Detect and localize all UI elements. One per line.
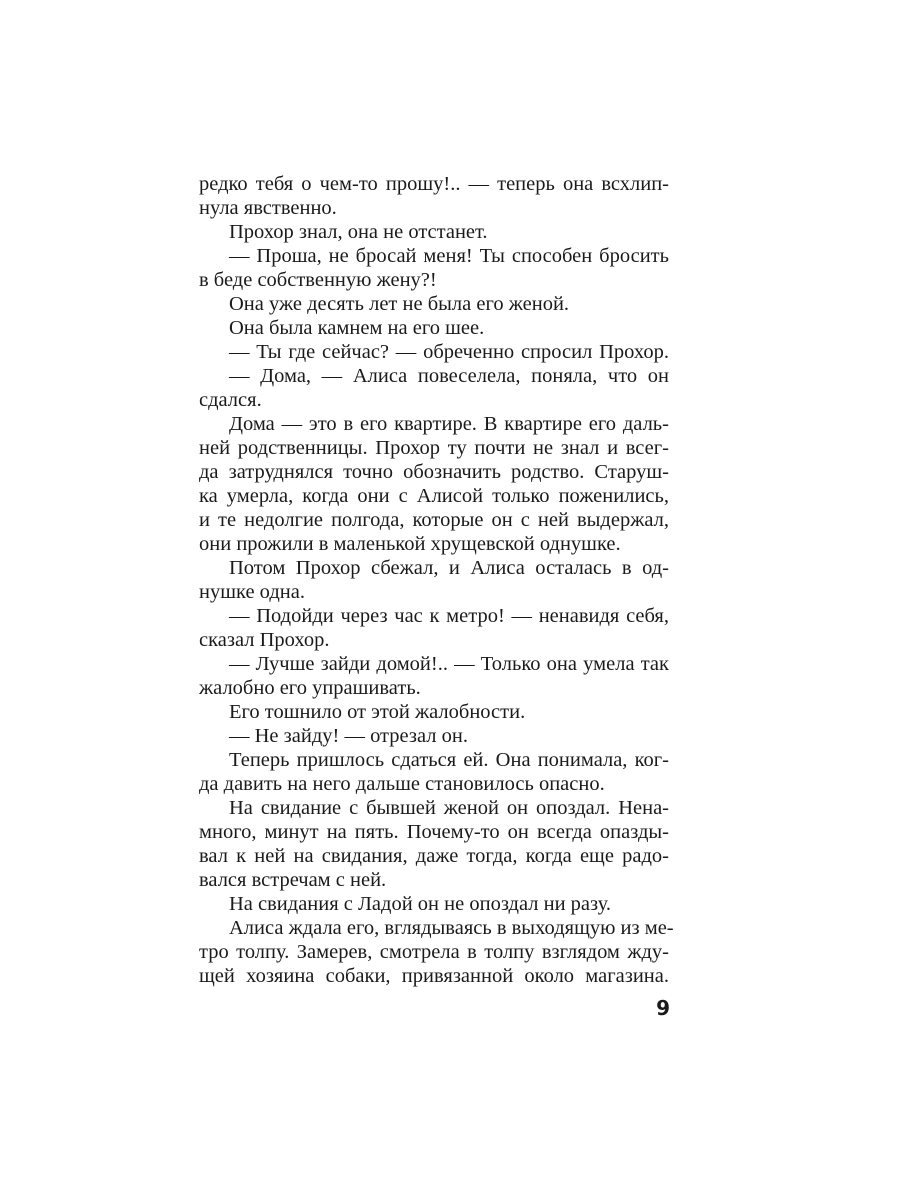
text-line: тро толпу. Замерев, смотрела в толпу взглядом жду- <box>199 941 669 963</box>
text-line: да давить на него дальше становилось опасно. <box>199 773 605 795</box>
text-line: Дома — это в его квартире. В квартире его даль- <box>229 413 669 435</box>
text-line: нушке одна. <box>199 581 305 603</box>
page-number: 9 <box>656 996 670 1020</box>
text-line: — Не зайду! — отрезал он. <box>229 725 468 747</box>
text-line: они прожили в маленькой хрущевской однушке. <box>199 533 621 555</box>
text-line: ка умерла, когда они с Алисой только поженились, <box>199 485 669 507</box>
text-line: Она была камнем на его шее. <box>229 317 485 339</box>
text-line: Потом Прохор сбежал, и Алиса осталась в од- <box>229 557 669 579</box>
text-line: много, минут на пять. Почему-то он всегда опазды- <box>199 821 669 843</box>
text-line: — Лучше зайди домой!.. — Только она умела так <box>229 653 669 675</box>
text-line: Алиса ждала его, вглядываясь в выходящую из ме- <box>229 917 674 939</box>
text-line: — Проша, не бросай меня! Ты способен бросить <box>229 245 669 267</box>
text-line: сдался. <box>199 389 262 411</box>
text-line: — Ты где сейчас? — обреченно спросил Прохор. <box>229 341 669 363</box>
text-line: На свидания с Ладой он не опоздал ни разу. <box>229 893 612 915</box>
text-line: вался встречам с ней. <box>199 869 387 891</box>
text-line: в беде собственную жену?! <box>199 269 437 291</box>
text-line: Она уже десять лет не была его женой. <box>229 293 570 315</box>
text-line: жалобно его упрашивать. <box>199 677 421 699</box>
text-line: На свидание с бывшей женой он опоздал. Нена- <box>229 797 669 819</box>
text-line: — Подойди через час к метро! — ненавидя себя, <box>229 605 669 627</box>
text-line: ней родственницы. Прохор ту почти не знал и всег- <box>199 437 669 459</box>
text-line: Его тошнило от этой жалобности. <box>229 701 526 723</box>
text-line: и те недолгие полгода, которые он с ней выдержал, <box>199 509 669 531</box>
text-line: нула явственно. <box>199 197 337 219</box>
text-line: редко тебя о чем-то прошу!.. — теперь она всхлип- <box>199 173 669 195</box>
text-line: да затруднялся точно обозначить родство. Старуш- <box>199 461 669 483</box>
text-line: Прохор знал, она не отстанет. <box>229 221 488 243</box>
body-text <box>199 172 674 988</box>
text-line: Теперь пришлось сдаться ей. Она понимала, ког- <box>229 749 669 771</box>
text-line: — Дома, — Алиса повеселела, поняла, что он <box>229 365 669 387</box>
text-line: вал к ней на свидания, даже тогда, когда еще радо- <box>199 845 669 867</box>
text-line: щей хозяина собаки, привязанной около магазина. <box>199 965 669 987</box>
text-line: сказал Прохор. <box>199 629 330 651</box>
